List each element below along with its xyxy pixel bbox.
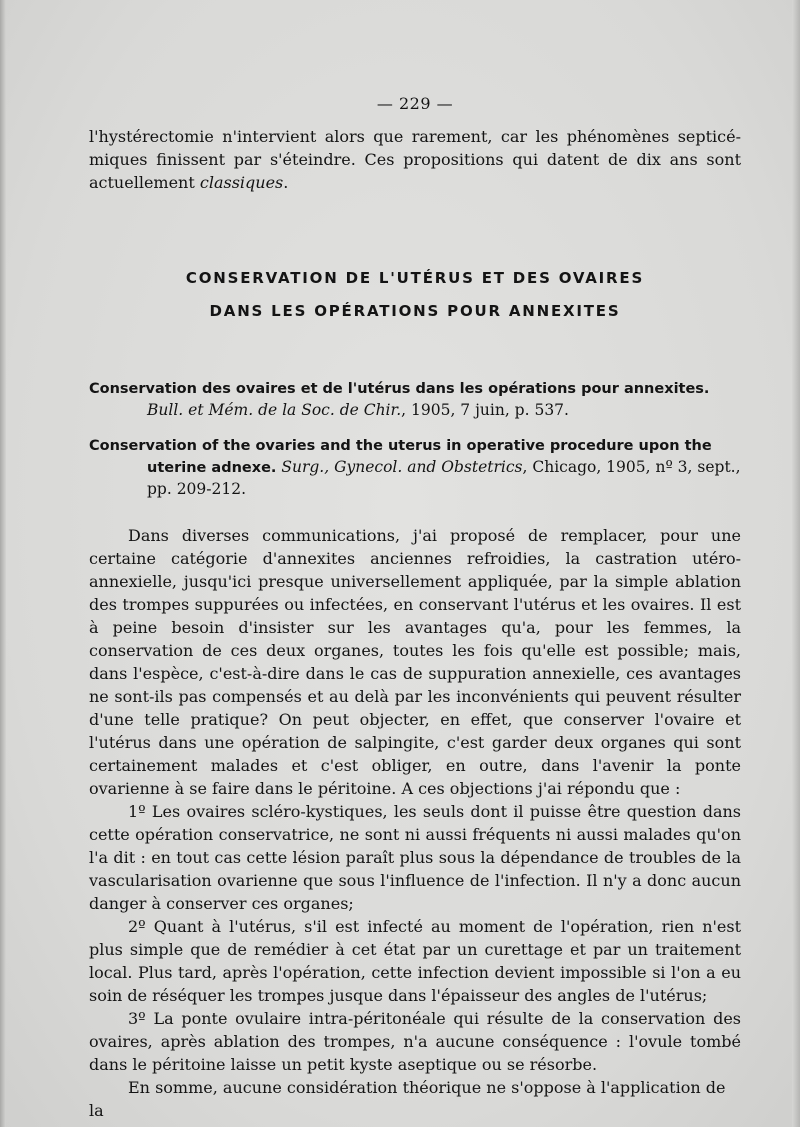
reference-french-title: Conservation des ovaires et de l'utérus dans les opérations pour annexites. <box>89 381 710 397</box>
body-text <box>89 524 741 1122</box>
reference-english-journal: Surg., Gynecol. and Obstetrics <box>281 458 523 476</box>
intro-text: l'hystérectomie n'intervient alors que rarement, car les phénomènes septicé-miques finissent par s'éteindre. Ces propositions qui datent de dix ans sont actuellement <box>89 127 741 192</box>
page-content <box>89 94 741 1122</box>
reference-french <box>89 378 741 421</box>
intro-end: . <box>283 173 289 192</box>
reference-french-journal: Bull. et Mém. de la Soc. de Chir. <box>147 401 402 419</box>
reference-french-details: , 1905, 7 juin, p. 537. <box>401 401 569 419</box>
intro-emphasis: classiques <box>199 173 284 192</box>
page-number: — 229 — <box>376 94 454 113</box>
body-paragraph-point-3: 3º La ponte ovulaire intra-péritonéale qui résulte de la conservation des ovaires, après ablation des trompes, n'a aucune conséquence : l'ovule tombé dans le péritoine laisse un petit kyste aseptique ou se résorbe. <box>89 1009 741 1074</box>
body-paragraph-point-1: 1º Les ovaires scléro-kystiques, les seuls dont il puisse être question dans cette opération conservatrice, ne sont ni aussi fréquents ni aussi malades qu'on l'a dit : en tout cas cette lésion paraît plus sous la dépendance de troubles de la vascularisation ovarienne que sous l'influence de l'infection. Il n'y a donc aucun danger à conserver ces organes; <box>89 802 741 913</box>
scan-edge-right <box>792 0 800 1127</box>
scan-edge-left <box>0 0 6 1127</box>
intro-paragraph <box>89 125 741 194</box>
reference-english <box>89 435 741 500</box>
section-title-line1: CONSERVATION DE L'UTÉRUS ET DES OVAIRES <box>185 269 645 287</box>
body-paragraph-conclusion: En somme, aucune considération théorique ne s'oppose à l'application de la <box>89 1078 726 1120</box>
reference-english-details: , Chicago, 1905, nº 3, sept., pp. 209-212. <box>147 458 741 498</box>
body-paragraph-intro: Dans diverses communications, j'ai proposé de remplacer, pour une certaine catégorie d'annexites anciennes refroidies, la castration utéro-annexielle, jusqu'ici presque universellement appliquée, par la simple ablation des trompes suppurées ou infectées, en conservant l'utérus et les ovaires. Il est à peine besoin d'insister sur les avantages qu'a, pour les femmes, la conservation de ces deux organes, toutes les fois qu'elle est possible; mais, dans l'espèce, c'est-à-dire dans le cas de suppuration annexielle, ces avantages ne sont-ils pas compensés et au delà par les inconvénients qui peuvent résulter d'une telle pratique? On peut objecter, en effet, que conserver l'ovaire et l'utérus dans une opération de salpingite, c'est garder deux organes qui sont certainement malades et c'est obliger, en outre, dans l'avenir la ponte ovarienne à se faire dans le péritoine. A ces objections j'ai répondu que : <box>89 526 741 798</box>
reference-english-title: Conservation of the ovaries and the uterus in operative procedure upon the uterine adnexe. <box>89 438 712 476</box>
section-title-line2: DANS LES OPÉRATIONS POUR ANNEXITES <box>209 302 621 320</box>
body-paragraph-point-2: 2º Quant à l'utérus, s'il est infecté au moment de l'opération, rien n'est plus simple que de remédier à cet état par un curettage et par un traitement local. Plus tard, après l'opération, cette infection devient impossible si l'on a eu soin de réséquer les trompes jusque dans l'épaisseur des angles de l'utérus; <box>89 917 741 1005</box>
section-title <box>89 262 741 328</box>
